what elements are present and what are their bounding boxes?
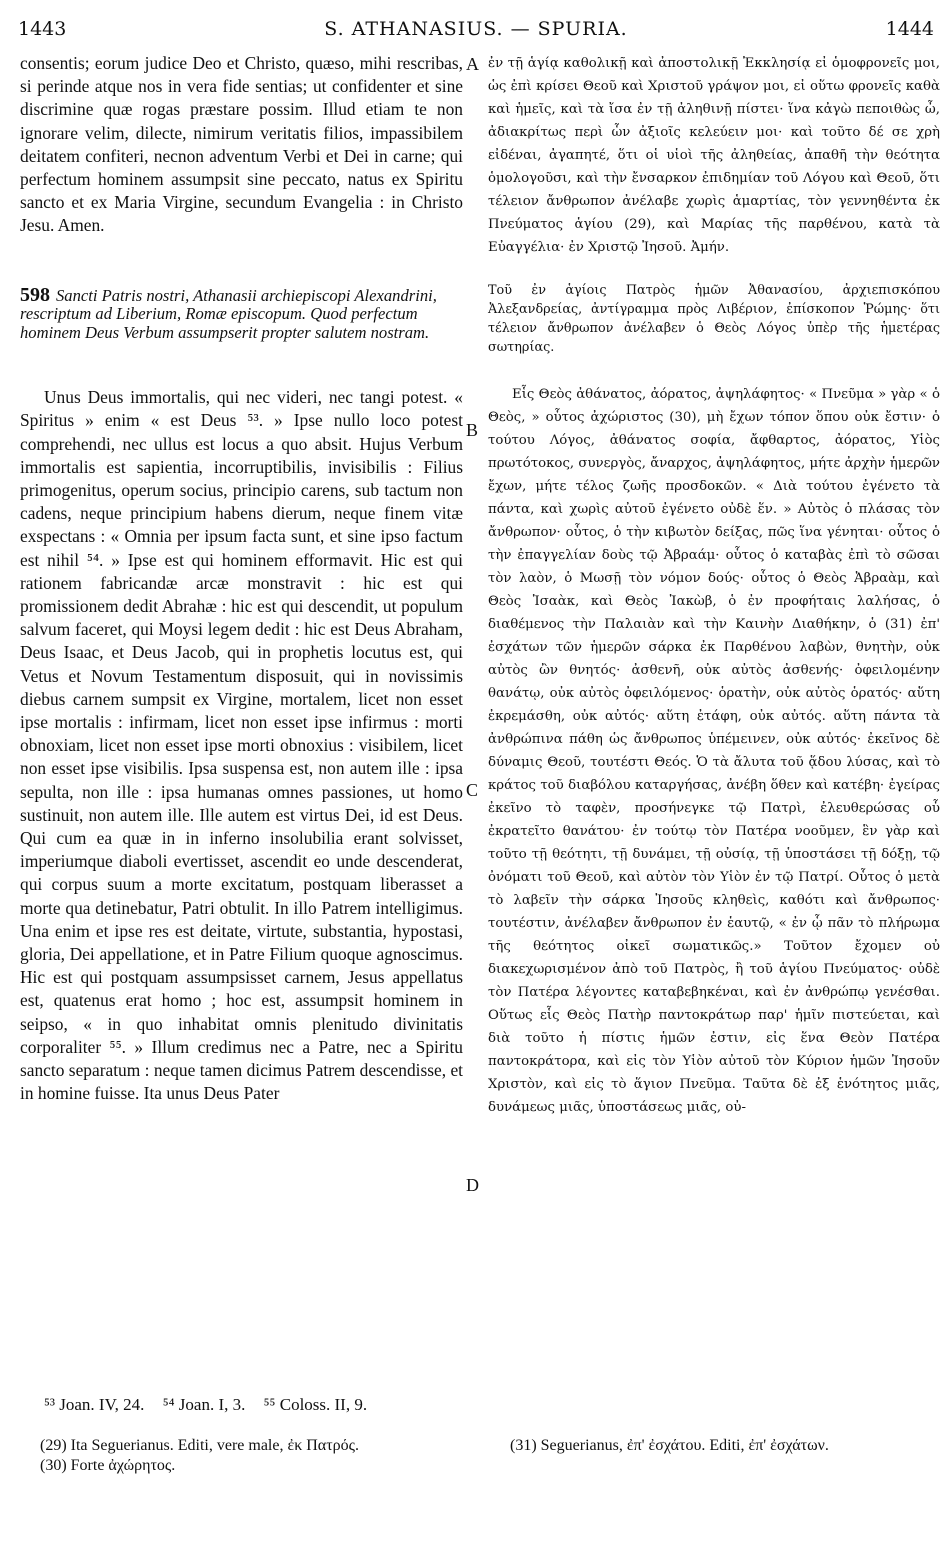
running-title: S. ATHANASIUS. — SPURIA. [324,18,628,40]
section-letter-a: A [466,54,479,74]
greek-section-title: Τοῦ ἐν ἁγίοις Πατρὸς ἡμῶν Ἀθανασίου, ἀρχιεπισκόπου Ἀλεξανδρείας, ἀντίγραμμα πρὸς Λιβέριον, ἐπίσκοπον Ῥώμης· ὅτι τέλειον ἄνθρωπον ἀνέλαβεν ὁ Θεὸς Λόγος ὑπὲρ τῆς ἡμετέρας σωτηρίας. [488,283,940,355]
greek-body: Εἷς Θεὸς ἀθάνατος, ἀόρατος, ἀψηλάφητος· « Πνεῦμα » γὰρ « ὁ Θεὸς, » οὗτος ἀχώριστος (30), μὴ ἔχων τόπον ὅπου οὐκ ἔστιν· ὁ τούτου Λόγος, ἀθάνατος σοφία, ἄφθαρτος, ἀόρατος, Υἱὸς πρωτότοκος, συνεργὸς, ἄναρχος, ἀψηλάφητος, μήτε ἀρχὴν ἡμερῶν ἔχων, μήτε τέλος ζωῆς προσδοκῶν. « Διὰ τούτου ἐγένετο τὰ πάντα, καὶ χωρὶς αὐτοῦ ἐγένετο οὐδὲ ἕν. » Αὐτὸς ὁ πλάσας τὸν ἄνθρωπον· οὗτος, ὁ τὴν κιβωτὸν δείξας, πῶς ἵνα γένηται· οὗτος ὁ τὴν ἐπαγγελίαν δοὺς τῷ Ἀβραάμ· οὗτος ὁ καταβὰς ἐπὶ τὸ σῶσαι τὸν λαὸν, ὁ Μωσῇ τὸν νόμον δούς· οὗτος ὁ Θεὸς Ἀβραὰμ, καὶ Θεὸς Ἰσαὰκ, καὶ Θεὸς Ἰακὼβ, ὁ ἐν προφήταις λαλήσας, ὁ διαθέμενος τὴν Παλαιὰν καὶ τὴν Καινὴν Διαθήκην, ὁ (31) ἐπ' ἐσχάτων τῶν ἡμερῶν σάρκα ἐκ Παρθένου λαβὼν, θνητὴν, οὐκ αὐτὸς ὢν θνητός· ἀσθενῆ, οὐκ αὐτὸς ἀσθενής· ὀφειλομένην θανάτῳ, οὐκ αὐτὸς ὀφειλόμενος· ὁρατὴν, οὐκ αὐτὸς ὁρατός· αὕτη ἐκρεμάσθη, οὐκ αὐτός· αὕτη ἐτάφη, οὐκ αὐτός. αὕτη πάντα τὰ ἀνθρώπινα πάθη ὡς ἄνθρωπος ὑπέμεινεν, οὐκ αὐτός· ἐκεῖνος δὲ δύναμις Θεοῦ, τουτέστι Θεός. Ὁ τὰ ἄλυτα τοῦ ᾅδου λύσας, καὶ τὸ κράτος τοῦ διαβόλου καταργήσας, ἀνέβη ὅθεν καὶ κατέβη· ἐγείρας ἐκεῖνο τὸ ταφὲν, προσήνεγκε τῷ Πατρὶ, ἐλευθερώσας οὗ ἐκρατεῖτο θανάτου· ἐν τούτῳ τὸν Πατέρα νοοῦμεν, ἓν γὰρ καὶ τοῦτο τῇ θεότητι, τῇ δυνάμει, τῇ οὐσίᾳ, τῇ ὑποστάσει τῇ δόξῃ, τῷ ὀνόματι τοῦ Θεοῦ, καὶ αὐτὸν τὸν Υἱὸν ἐν τῷ Πατρί. Οὗτος ὁ μετὰ τὸ λαβεῖν τὴν σάρκα Ἰησοῦς κληθεὶς, καθότι καὶ ἄνθρωπος· τουτέστιν, ἀνέλαβεν ἄνθρωπον ἐν ἑαυτῷ, « ἐν ᾧ πᾶν τὸ πλήρωμα τῆς θεότητος οἰκεῖ σωματικῶς.» Τοῦτον ἔχομεν οὐ διακεχωρισμένον ἀπὸ τοῦ Πατρὸς, ἢ τοῦ ἁγίου Πνεύματος· οὐδὲ τὸν Πατέρα λέγοντες καταβεβηκέναι, καὶ ἐν ἀνθρώπῳ γενέσθαι. Οὕτως εἷς Θεὸς Πατὴρ παντοκράτωρ παρ' ἡμῖν πιστεύεται, καὶ διὰ τοῦτο ἡ πίστις ἡμῶν ἐστιν, εἰς ἕνα Θεὸν Πατέρα παντοκράτορα, καὶ εἰς τὸν Υἱὸν αὐτοῦ τὸν Κύριον ἡμῶν Ἰησοῦν Χριστὸν, καὶ εἰς τὸ ἅγιον Πνεῦμα. Ταῦτα δὲ ἐξ ἑνότητος μιᾶς, δυνάμεως μιᾶς, ὑποστάσεως μιᾶς, οὐ- [488,387,940,1115]
right-page-number: 1444 [885,18,934,40]
greek-intro: ἐν τῇ ἁγίᾳ καθολικῇ καὶ ἀποστολικῇ Ἐκκλησίᾳ εἰ ὁμοφρονεῖς μοι, ὡς ἐπὶ κρίσει Θεοῦ καὶ Χριστοῦ γράψον μοι, εἰ οὕτω φρονεῖς καθὰ καὶ ἡμεῖς, καὶ τὰ ἴσα ἐν τῇ ἀληθινῇ πίστει· ἵνα κἀγὼ πεποιθὼς ὦ, ἀδιακρίτως περὶ ὧν ἀξιοῖς κελεύειν μοι· καὶ τοῦτο δέ σε χρὴ εἰδέναι, ἀγαπητέ, ὅτι οἱ υἱοὶ τῆς ἀληθείας, ἀπαθῆ τὴν θεότητα ὁμολογοῦσι, καὶ τὴν ἔνσαρκον ἐπιδημίαν τοῦ Λόγου καὶ Θεοῦ, ὅτι τέλειον ἄνθρωπον ἀνέλαβε χωρὶς ἁμαρτίας, τὸν γεννηθέντα ἐκ Πνεύματος ἁγίου (29), καὶ Μαρίας τῆς παρθένου, κατὰ τὰ Εὐαγγέλια· ἐν Χριστῷ Ἰησοῦ. Ἀμήν. [488,56,940,255]
latin-body: Unus Deus immortalis, qui nec videri, nec tangi potest. « Spiritus » enim « est Deus ⁵³. » Ipse nullo loco potest comprehendi, nec ullus est locus a quo absit. Hujus Verbum immortalis est sapientia, incorruptibilis, invisibilis : Filius primogenitus, operum socius, principio carens, sub tactum non cadens, neque principium habens dierum, neque finem vitæ exspectans : « Omnia per ipsum facta sunt, et sine ipso factum est nihil ⁵⁴. » Ipse est qui hominem efformavit. Hic est qui rationem fabricandæ arcæ monstravit : hic est qui promissionem dedit Abrahæ : hic est qui descendit, ut populum salvum faceret, qui Moysi legem dedit : hic est Deus Abraham, Deus Isaac, et Deus Jacob, qui in prophetis locutus est, qui Vetus et Novum Testamentum disposuit, qui in novissimis diebus carnem sumpsit ex Virgine, mortalem, licet non esset ipse mortalis : infirmam, licet non esset ipse infirmus : morti obnoxiam, licet non esset ipse morti obnoxius : visibilem, licet non esset ipse visibilis. Ipsa suspensa est, non autem ille : ipsa sepulta, non ille : ipsa humanas omnes passiones, ut homo sustinuit, non autem ille. Ille autem est virtus Dei, id est Deus. Qui cum ea quæ in in inferno insolubilia erant solvisset, imperiumque diaboli evertisset, ascendit eo unde descenderat, qui corpus suum a morte excitatum, postquam liberasset a morte qua detinebatur, Patri obtulit. In illo Patrem intelligimus. Una enim et ipse res est deitate, virtute, substantia, hypostasi, gloria, Dei appellatione, et in Patre Filium quoque agnoscimus. Hic est qui postquam assumpsisset carnem, Jesus appellatus est, quatenus erat homo ; hoc est, assumpsit hominem in seipso, « in quo inhabitat omnis plenitudo divinitatis corporaliter ⁵⁵. » Illum credimus nec a Patre, nec a Spiritu sancto separatum : neque tamen dicimus Patrem descendisse, et in homine fuisse. Ita unus Deus Pater [20,387,463,1104]
greek-column [488,52,940,1119]
scripture-references [44,1395,381,1415]
page-header [18,18,934,48]
latin-column [20,52,463,1105]
footnote-ref: ⁵³ Joan. IV, 24. [44,1395,145,1414]
latin-section-title: Sancti Patris nostri, Athanasii archiepiscopi Alexandrini, rescriptum ad Liberium, Romæ episcopum. Quod perfectum hominem Deus Verbum assumpserit propter salutem nostram. [20,285,437,342]
footnote-29: (29) Ita Seguerianus. Editi, vere male, ἐκ Πατρός. [40,1437,359,1454]
section-letter-c: C [466,780,479,800]
section-letter-b: B [466,420,479,440]
right-footnotes [510,1436,940,1456]
latin-section-heading [20,283,463,343]
footnote-30: (30) Forte ἀχώρητος. [40,1457,176,1474]
footnote-ref: ⁵⁴ Joan. I, 3. [162,1395,246,1414]
section-number: 598 [20,283,50,306]
section-letter-d: D [466,1175,479,1195]
left-footnotes [40,1436,460,1476]
latin-intro: consentis; eorum judice Deo et Christo, quæso, mihi rescribas, si perinde atque nos in vera fide sentias; ut confidenter et sine discrimine quæ rogas præstare possim. Illud etiam te non ignorare velim, dilecte, nimirum veritatis filios, impassibilem deitatem confiteri, necnon adventum Verbi et Dei in carne; qui perfectum hominem assumpsit sine peccato, natus ex Spiritu sancto et ex Maria Virgine, secundum Evangelia : in Christo Jesu. Amen. [20,53,463,236]
footnote-31: (31) Seguerianus, ἐπ' ἐσχάτου. Editi, ἐπ' ἐσχάτων. [510,1437,829,1454]
left-page-number: 1443 [18,18,67,40]
footnote-ref: ⁵⁵ Coloss. II, 9. [263,1395,368,1414]
